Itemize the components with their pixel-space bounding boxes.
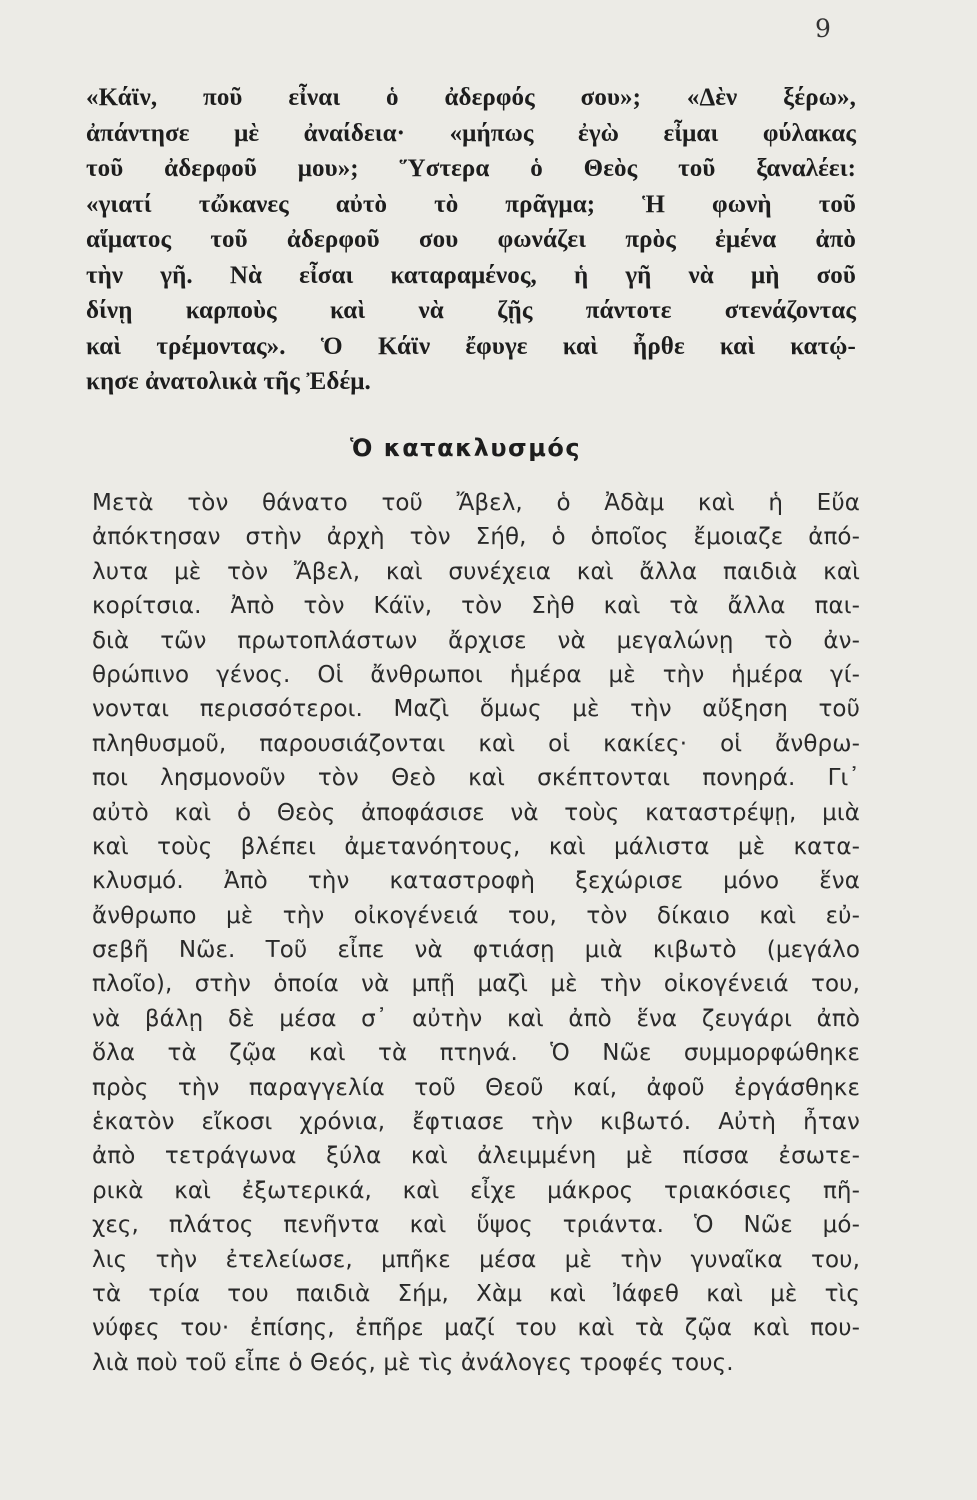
text-line: κλυσμό. Ἀπὸ τὴν καταστροφὴ ξεχώρισε μόνο ἕνα: [92, 868, 860, 895]
text-line: τὴν γῆ. Νὰ εἶσαι καταραμένος, ἡ γῆ νὰ μὴ σοῦ: [86, 261, 856, 289]
text-line: «Κάϊν, ποῦ εἶναι ὁ ἀδερφός σου»; «Δὲν ξέρω»,: [86, 84, 856, 111]
text-line: νονται περισσότεροι. Μαζὶ ὅμως μὲ τὴν αὔξηση τοῦ: [92, 696, 860, 723]
text-line: σεβῆ Νῶε. Τοῦ εἶπε νὰ φτιάσῃ μιὰ κιβωτὸ (μεγάλο: [92, 937, 860, 964]
text-line: λυτα μὲ τὸν Ἄβελ, καὶ συνέχεια καὶ ἄλλα παιδιὰ καὶ: [92, 558, 860, 585]
text-line: πλοῖο), στὴν ὁποία νὰ μπῇ μαζὶ μὲ τὴν οἰκογένειά του,: [92, 971, 860, 998]
section-heading: Ὁ κατακλυσμός: [350, 434, 582, 462]
text-line: διὰ τῶν πρωτοπλάστων ἄρχισε νὰ μεγαλώνῃ τὸ ἀν-: [92, 627, 860, 654]
text-line: ἑκατὸν εἴκοσι χρόνια, ἔφτιασε τὴν κιβωτό. Αὐτὴ ἦταν: [92, 1109, 860, 1136]
text-line: ὅλα τὰ ζῷα καὶ τὰ πτηνά. Ὁ Νῶε συμμορφώθηκε: [92, 1040, 860, 1067]
text-line: καὶ τρέμοντας». Ὁ Κάϊν ἔφυγε καὶ ἦρθε καὶ κατῴ-: [86, 332, 856, 360]
text-line: κορίτσια. Ἀπὸ τὸν Κάϊν, τὸν Σὴθ καὶ τὰ ἄλλα παι-: [92, 593, 860, 620]
text-line: πρὸς τὴν παραγγελία τοῦ Θεοῦ καί, ἀφοῦ ἐργάσθηκε: [92, 1074, 860, 1101]
intro-paragraph: [86, 80, 856, 400]
text-line: ἀπόκτησαν στὴν ἀρχὴ τὸν Σήθ, ὁ ὁποῖος ἔμοιαζε ἀπό-: [92, 524, 860, 551]
text-line: τὰ τρία του παιδιὰ Σήμ, Χὰμ καὶ Ἰάφεθ καὶ μὲ τὶς: [92, 1280, 860, 1307]
text-line: νύφες του· ἐπίσης, ἐπῆρε μαζί του καὶ τὰ ζῷα καὶ που-: [92, 1315, 860, 1342]
text-line: Μετὰ τὸν θάνατο τοῦ Ἄβελ, ὁ Ἀδὰμ καὶ ἡ Εὔα: [92, 490, 860, 516]
text-line: ποι λησμονοῦν τὸν Θεὸ καὶ σκέπτονται πονηρά. Γι᾽: [92, 765, 860, 792]
text-line: νὰ βάλῃ δὲ μέσα σ᾽ αὐτὴν καὶ ἀπὸ ἕνα ζευγάρι ἀπὸ: [92, 1005, 860, 1032]
text-line: θρώπινο γένος. Οἱ ἄνθρωποι ἡμέρα μὲ τὴν ἡμέρα γί-: [92, 661, 860, 688]
text-line: τοῦ ἀδερφοῦ μου»; Ὕστερα ὁ Θεὸς τοῦ ξαναλέει:: [86, 155, 856, 182]
text-line: λιὰ ποὺ τοῦ εἶπε ὁ Θεός, μὲ τὶς ἀνάλογες τροφές τους.: [92, 1349, 734, 1376]
text-line: κησε ἀνατολικὰ τῆς Ἐδέμ.: [86, 368, 371, 395]
text-line: δίνῃ καρποὺς καὶ νὰ ζῇς πάντοτε στενάζοντας: [86, 297, 856, 324]
text-line: λις τὴν ἐτελείωσε, μπῆκε μέσα μὲ τὴν γυναῖκα του,: [92, 1246, 860, 1273]
text-line: πληθυσμοῦ, παρουσιάζονται καὶ οἱ κακίες· οἱ ἄνθρω-: [92, 730, 860, 757]
text-line: ἀπὸ τετράγωνα ξύλα καὶ ἀλειμμένη μὲ πίσσα ἐσωτε-: [92, 1143, 860, 1170]
text-line: χες, πλάτος πενῆντα καὶ ὕψος τριάντα. Ὁ Νῶε μό-: [92, 1212, 860, 1239]
text-line: ἄνθρωπο μὲ τὴν οἰκογένειά του, τὸν δίκαιο καὶ εὐ-: [92, 902, 860, 929]
text-line: καὶ τοὺς βλέπει ἀμετανόητους, καὶ μάλιστα μὲ κατα-: [92, 833, 860, 860]
text-line: ἀπάντησε μὲ ἀναίδεια· «μήπως ἐγὼ εἶμαι φύλακας: [86, 119, 856, 147]
text-line: «γιατί τὤκανες αὐτὸ τὸ πρᾶγμα; Ἡ φωνὴ τοῦ: [86, 190, 856, 218]
text-line: ρικὰ καὶ ἐξωτερικά, καὶ εἶχε μάκρος τριακόσιες πῆ-: [92, 1177, 860, 1204]
text-line: αἵματος τοῦ ἀδερφοῦ σου φωνάζει πρὸς ἐμένα ἀπὸ: [86, 226, 856, 253]
section-body: [92, 486, 860, 1380]
text-line: αὐτὸ καὶ ὁ Θεὸς ἀποφάσισε νὰ τοὺς καταστρέψῃ, μιὰ: [92, 799, 860, 826]
page-number: 9: [815, 14, 831, 43]
